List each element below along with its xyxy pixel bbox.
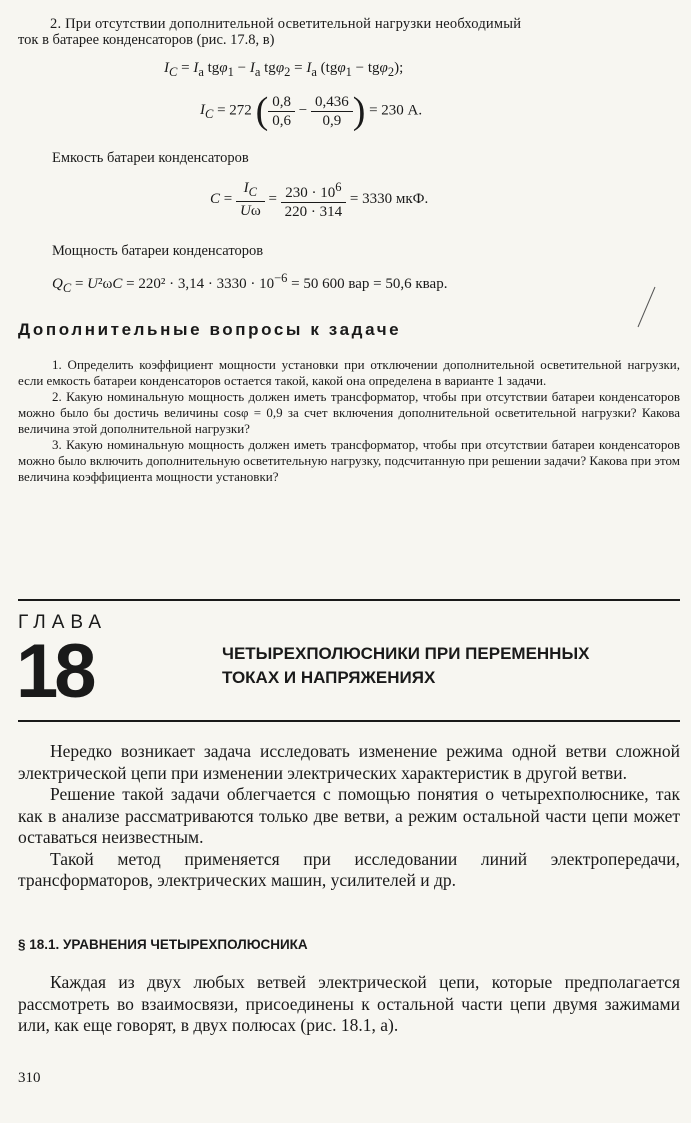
f2-num2: 0,436 <box>311 93 353 112</box>
extra-questions-list <box>18 357 680 485</box>
chapter-title <box>222 642 589 690</box>
paragraph-1: Нередко возникает задача исследовать изменение режима одной ветви сложной электрической цепи при изменении электрических характеристик в другой ветви. <box>18 741 680 783</box>
f2-rhs: = 230 А. <box>369 102 423 119</box>
f2-den2: 0,9 <box>322 112 342 129</box>
question-3: 3. Какую номинальную мощность должен иметь трансформатор, чтобы при отсутствии батареи конденсаторов можно было включить дополнительную осветительную нагрузку, подсчитанную при решении задачи? Какова при этом величина коэффициента мощности установки? <box>18 437 680 484</box>
chapter-label: ГЛАВА <box>18 612 108 633</box>
item2-text <box>18 16 680 48</box>
formula-ic-numeric: $I_C = 272$ ( $\frac{0,8}{0,6}$ − $\frac{0,436}{0,9}$ ) = 230 А. <box>200 90 423 132</box>
item2-line2: ток в батарее конденсаторов (рис. 17.8, в) <box>18 32 275 48</box>
capacity-label: Емкость батареи конденсаторов <box>52 150 249 166</box>
chapter-top-rule <box>18 599 680 601</box>
section-heading: § 18.1. УРАВНЕНИЯ ЧЕТЫРЕХПОЛЮСНИКА <box>18 937 308 952</box>
f2-den1: 0,6 <box>272 112 291 129</box>
chapter-title-line2: ТОКАХ И НАПРЯЖЕНИЯХ <box>222 668 436 687</box>
chapter-number: 18 <box>16 629 93 714</box>
formula-capacity: C = $\frac{I_C}{U\omega}$ = $\frac{230 \cdot 10^6}{220 \cdot 314}$ = 3330 мкФ. <box>210 180 429 220</box>
f2-num1: 0,8 <box>268 93 295 112</box>
paragraph-3: Такой метод применяется при исследовании линий электропередачи, трансформаторов, электрических машин, усилителей и др. <box>18 848 680 890</box>
extra-questions-heading: Дополнительные вопросы к задаче <box>18 320 402 339</box>
question-1: 1. Определить коэффициент мощности установки при отключении дополнительной осветительной нагрузки, если емкость батареи конденсаторов остается такой, какой она определена в варианте 1 задачи. <box>18 357 680 388</box>
chapter-bottom-rule <box>18 720 680 722</box>
paragraph-4: Каждая из двух любых ветвей электрической цепи, которые предполагается рассмотреть во взаимосвязи, присоединены к остальной части цепи двумя зажимами или, как еще говорят, в двух полюсах (рис. 18.1, а). <box>18 972 680 1035</box>
page-number: 310 <box>18 1070 41 1086</box>
formula-power: $Q_C = U^2\omega C = 220^2 \cdot 3,14 \cdot 3330 \cdot 10^{-6} = 50$ 600 вар = 50,6 квар. <box>52 271 448 295</box>
item2-line1: 2. При отсутствии дополнительной осветительной нагрузки необходимый <box>50 16 522 32</box>
paragraph-2: Решение такой задачи облегчается с помощью понятия о четырехполюснике, так как в анализе рассматриваются только две ветви, а режим остальной части цепи может оставаться неизвестным. <box>18 784 680 847</box>
power-label: Мощность батареи конденсаторов <box>52 243 264 259</box>
f3-rhs: = 3330 мкФ. <box>349 190 429 207</box>
body-text <box>18 741 680 892</box>
formula-ic-general: $I_C = I_а$ $tg\varphi_1 - I_а$ $tg\varphi_2 = I_а$ (tgφ$_1$ − tgφ$_2$); <box>164 60 404 79</box>
pen-mark <box>630 285 660 330</box>
question-2: 2. Какую номинальную мощность должен иметь трансформатор, чтобы при отсутствии батареи конденсаторов можно было бы достичь величины cosφ = 0,9 за счет включения дополнительной осветительной нагрузки? Какова величина этой дополнительной нагрузки? <box>18 389 680 436</box>
chapter-title-line1: ЧЕТЫРЕХПОЛЮСНИКИ ПРИ ПЕРЕМЕННЫХ <box>222 644 590 663</box>
